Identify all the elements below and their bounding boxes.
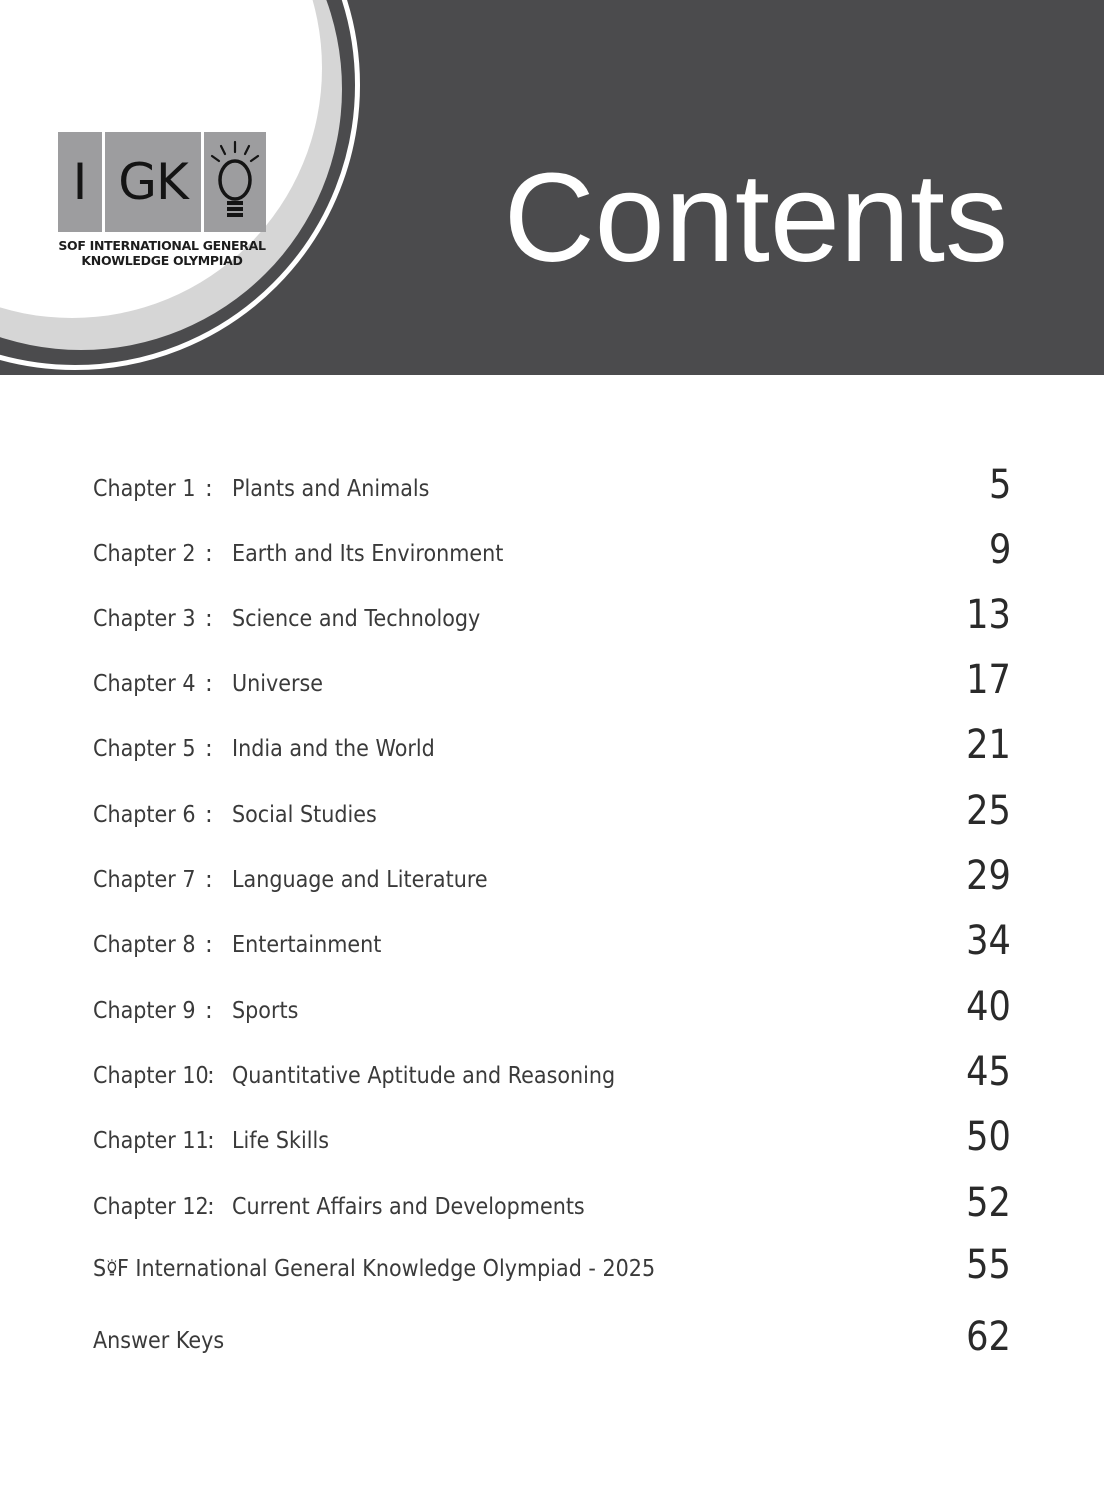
contents-header <box>0 0 1104 375</box>
page-number: 34 <box>966 918 1011 964</box>
chapter-title: Quantitative Aptitude and Reasoning <box>232 1063 616 1089</box>
toc-row-chapter-3[interactable] <box>93 580 1013 640</box>
chapter-label: Chapter 12 <box>93 1194 209 1220</box>
separator: : <box>205 606 213 632</box>
chapter-title: Universe <box>232 671 324 697</box>
chapter-label: Chapter 11 <box>93 1128 209 1154</box>
separator: : <box>207 1063 215 1089</box>
chapter-title: Science and Technology <box>232 606 481 632</box>
chapter-label: Chapter 4 <box>93 671 196 697</box>
toc-row-chapter-10[interactable] <box>93 1037 1013 1097</box>
toc-row-chapter-11[interactable] <box>93 1102 1013 1162</box>
page-number: 52 <box>966 1180 1011 1226</box>
logo-tile-gk: GK <box>105 132 201 232</box>
logo-subtitle-line1: SOF INTERNATIONAL GENERAL <box>58 238 266 253</box>
chapter-title: Earth and Its Environment <box>232 541 504 567</box>
chapter-label: Chapter 9 <box>93 998 196 1024</box>
chapter-label: Chapter 10 <box>93 1063 209 1089</box>
chapter-title: Language and Literature <box>232 867 488 893</box>
chapter-label: Chapter 2 <box>93 541 196 567</box>
chapter-label: Chapter 5 <box>93 736 196 762</box>
page-number: 25 <box>966 788 1011 834</box>
chapter-label: Chapter 3 <box>93 606 196 632</box>
logo-tile-i: I <box>58 132 102 232</box>
logo-subtitle <box>58 238 266 268</box>
chapter-title: Current Affairs and Developments <box>232 1194 585 1220</box>
page-number: 13 <box>966 592 1011 638</box>
page-number: 40 <box>966 984 1011 1030</box>
chapter-label: Chapter 8 <box>93 932 196 958</box>
separator: : <box>205 802 213 828</box>
toc-row-chapter-9[interactable] <box>93 972 1013 1032</box>
toc-row-olympiad[interactable] <box>93 1230 1013 1290</box>
separator: : <box>207 1128 215 1154</box>
toc-row-chapter-2[interactable] <box>93 515 1013 575</box>
page-number: 29 <box>966 853 1011 899</box>
separator: : <box>205 476 213 502</box>
toc-row-chapter-6[interactable] <box>93 776 1013 836</box>
chapter-label: Chapter 7 <box>93 867 196 893</box>
olympiad-title <box>93 1256 655 1282</box>
logo-subtitle-line2: KNOWLEDGE OLYMPIAD <box>81 253 243 268</box>
separator: : <box>207 1194 215 1220</box>
chapter-title: Plants and Animals <box>232 476 430 502</box>
logo-tile-o <box>204 132 266 232</box>
separator: : <box>205 998 213 1024</box>
igko-logo <box>58 132 266 272</box>
lightbulb-icon <box>204 132 266 232</box>
page-number: 55 <box>966 1242 1011 1288</box>
separator: : <box>205 867 213 893</box>
page-number: 17 <box>966 657 1011 703</box>
chapter-title: India and the World <box>232 736 435 762</box>
toc-row-chapter-4[interactable] <box>93 645 1013 705</box>
chapter-title: Sports <box>232 998 299 1024</box>
page-number: 5 <box>988 462 1011 508</box>
separator: : <box>205 671 213 697</box>
answer-keys-label: Answer Keys <box>93 1328 225 1354</box>
page-number: 9 <box>988 527 1011 573</box>
toc-row-chapter-1[interactable] <box>93 450 1013 510</box>
separator: : <box>205 736 213 762</box>
lightbulb-icon <box>106 1259 117 1277</box>
chapter-title: Life Skills <box>232 1128 330 1154</box>
toc-row-chapter-7[interactable] <box>93 841 1013 901</box>
chapter-label: Chapter 1 <box>93 476 196 502</box>
page-number: 62 <box>966 1314 1011 1360</box>
olympiad-prefix: S <box>93 1256 107 1282</box>
toc-row-chapter-5[interactable] <box>93 710 1013 770</box>
chapter-label: Chapter 6 <box>93 802 196 828</box>
toc-row-answer-keys[interactable] <box>93 1302 1013 1362</box>
chapter-title: Entertainment <box>232 932 382 958</box>
page-number: 21 <box>966 722 1011 768</box>
separator: : <box>205 932 213 958</box>
page-number: 45 <box>966 1049 1011 1095</box>
olympiad-suffix: F International General Knowledge Olympiad - 2025 <box>116 1256 656 1282</box>
toc-row-chapter-8[interactable] <box>93 906 1013 966</box>
toc-row-chapter-12[interactable] <box>93 1168 1013 1228</box>
chapter-title: Social Studies <box>232 802 377 828</box>
page-title: Contents <box>503 147 1008 288</box>
separator: : <box>205 541 213 567</box>
page-number: 50 <box>966 1114 1011 1160</box>
